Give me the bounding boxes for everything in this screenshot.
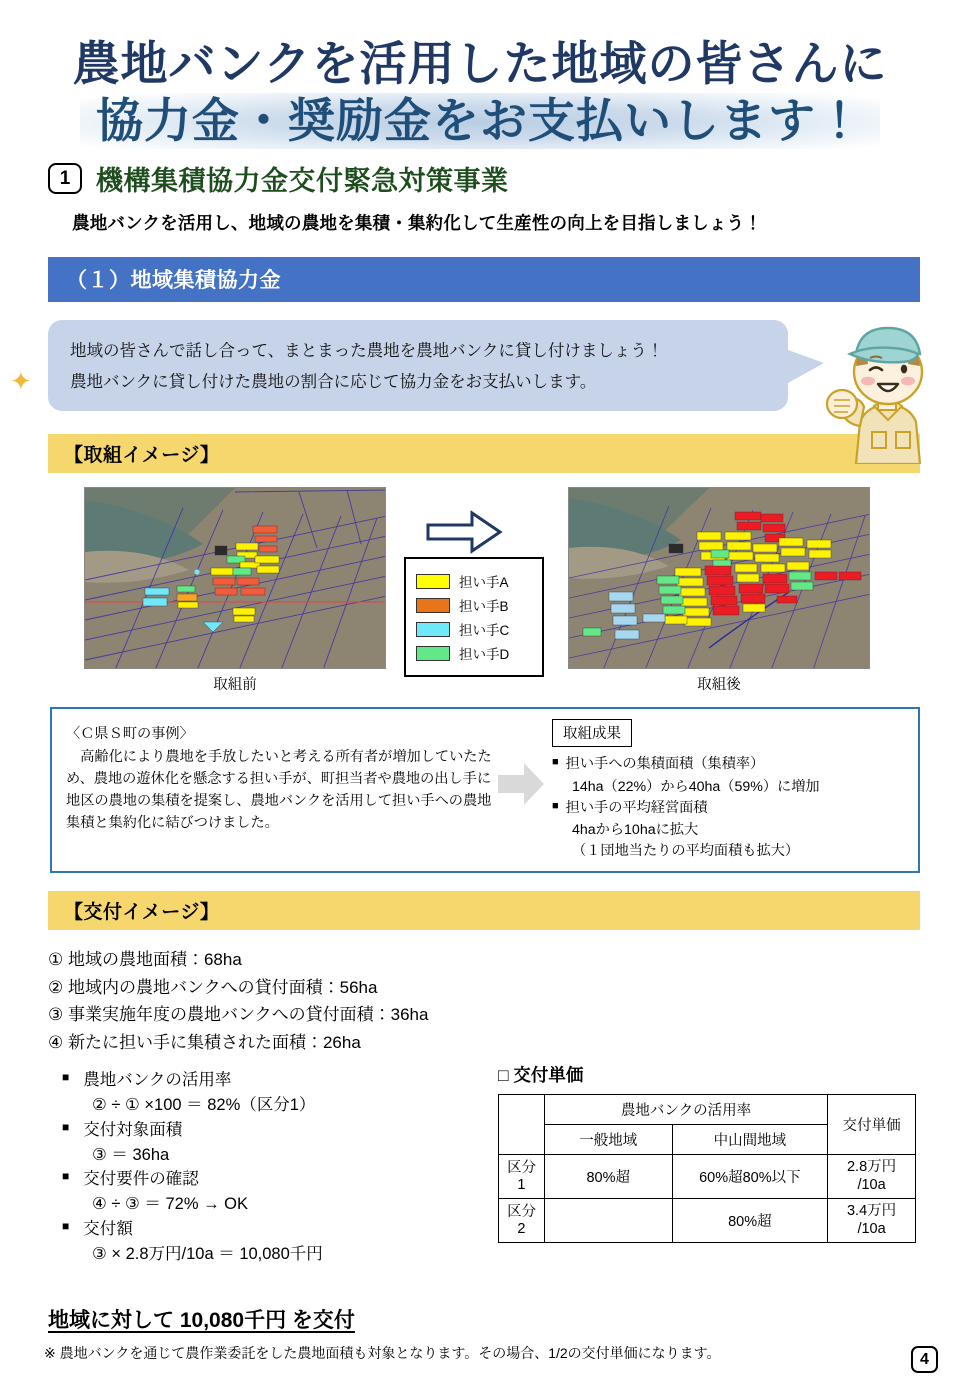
calc-head: 交付要件の確認 [83, 1170, 199, 1189]
result-sub: 14ha（22%）から40ha（59%）に増加 [572, 778, 820, 795]
kubun-word: 区分 [506, 1160, 536, 1177]
header-hilly-area: 中山間地域 [672, 1125, 828, 1155]
calc-sub: ③ × 2.8万円/10a ＝ 10,080千円 [92, 1244, 323, 1263]
result-item [552, 754, 912, 775]
title-line-2-wrapper [0, 93, 960, 150]
cell-unit-1 [828, 1155, 916, 1199]
cell-general-1: 80%超 [544, 1155, 672, 1199]
header-group-utilization: 農地バンクの活用率 [544, 1095, 827, 1125]
unit-per: /10a [857, 1176, 886, 1193]
grant-item: ③ 事業実施年度の農地バンクへの貸付面積：36ha [48, 1005, 429, 1025]
legend-item [416, 595, 536, 615]
grant-item: ④ 新たに担い手に集積された面積：26ha [48, 1032, 361, 1052]
bullet-square-icon: ■ [62, 1218, 70, 1233]
calc-head: 交付対象面積 [83, 1120, 183, 1139]
result-head: 担い手への集積面積（集積率） [565, 756, 765, 773]
result-sub: 4haから10haに拡大 [572, 822, 699, 839]
calc-head: 交付額 [83, 1219, 133, 1238]
legend-label-c: 担い手C [459, 623, 510, 639]
table-row [499, 1155, 916, 1199]
conclusion-text: 地域に対して 10,080千円 を交付 [48, 1309, 355, 1333]
speech-bubble [48, 320, 788, 411]
calc-head: 農地バンクの活用率 [83, 1071, 232, 1090]
kubun-word: 区分 [506, 1203, 536, 1220]
grant-item: ① 地域の農地面積：68ha [48, 950, 242, 970]
map-before-image [84, 487, 386, 669]
legend-item [416, 619, 536, 639]
page-number-badge: 4 [911, 1346, 938, 1373]
cell-hilly-2: 80%超 [672, 1199, 828, 1243]
bullet-square-icon: ■ [62, 1070, 70, 1085]
farmer-mascot-icon [812, 314, 960, 464]
map-before-caption: 取組前 [213, 677, 257, 694]
legend-item [416, 571, 536, 591]
map-after [568, 487, 870, 694]
calc-sub: ④ ÷ ③ ＝ 72% → OK [92, 1195, 249, 1214]
case-study-box [50, 707, 920, 873]
corner-cell [499, 1095, 545, 1155]
section-title: 機構集積協力金交付緊急対策事業 [96, 166, 509, 197]
title-line-1: 農地バンクを活用した地域の皆さんに [72, 37, 888, 90]
subsection-band: （１）地域集積協力金 [48, 257, 920, 302]
legend-label-d: 担い手D [459, 647, 510, 663]
calc-item [62, 1167, 492, 1192]
table-row [499, 1199, 916, 1243]
page-title [0, 0, 960, 153]
map-after-image [568, 487, 870, 669]
result-arrow-icon [496, 761, 546, 812]
result-tag: 取組成果 [552, 719, 632, 747]
calculation-list [62, 1068, 492, 1266]
bullet-square-icon: ■ [62, 1119, 70, 1134]
result-item [552, 798, 912, 819]
price-table [498, 1094, 916, 1243]
calc-item [62, 1068, 492, 1093]
header-unit-price: 交付単価 [828, 1095, 916, 1155]
result-sub: （１団地当たりの平均面積も拡大） [572, 843, 800, 860]
kubun-num: 1 [517, 1176, 526, 1193]
calc-sub: ② ÷ ① ×100 ＝ 82%（区分1） [92, 1096, 316, 1115]
bullet-square-icon: ■ [552, 799, 559, 812]
case-study-text [66, 723, 498, 834]
legend-swatch-b [416, 598, 450, 613]
kubun-num: 2 [517, 1220, 526, 1237]
effort-image-band: 【取組イメージ】 [48, 434, 920, 473]
map-after-caption: 取組後 [697, 677, 741, 694]
map-legend [404, 557, 544, 677]
bubble-row [0, 320, 960, 428]
maps-section [0, 487, 960, 697]
transition-arrow-icon [424, 509, 504, 560]
title-line-2: 協力金・奨励金をお支払いします！ [80, 93, 880, 150]
bullet-square-icon: ■ [62, 1169, 70, 1184]
map-before [84, 487, 386, 694]
bullet-square-icon: ■ [552, 756, 559, 769]
row-label-kubun-2 [499, 1199, 545, 1243]
legend-swatch-c [416, 622, 450, 637]
case-study-title: 〈Ｃ県Ｓ町の事例〉 [66, 726, 194, 743]
legend-item [416, 643, 536, 663]
section-header [0, 153, 960, 198]
table-header-row [499, 1095, 916, 1125]
legend-label-a: 担い手A [459, 575, 509, 591]
footnote: ※ 農地バンクを通じて農作業委託をした農地面積も対象となります。その場合、1/2の交付単価になります。 [44, 1345, 721, 1361]
legend-swatch-d [416, 646, 450, 661]
bubble-line-2: 農地バンクに貸し付けた農地の割合に応じて協力金をお支払いします。 [70, 372, 597, 391]
price-table-section [498, 1062, 916, 1243]
unit-amount: 2.8万円 [846, 1159, 897, 1176]
header-general-area: 一般地域 [544, 1125, 672, 1155]
case-study-body: 高齢化により農地を手放したいと考える所有者が増加していたため、農地の遊休化を懸念する担い手が、町担当者や農地の出し手に地区の農地の集積を提案し、農地バンクを活用して担い手への農地集積と集約化に結びつけました。 [66, 749, 492, 832]
price-table-title: □ 交付単価 [498, 1065, 584, 1086]
case-result [552, 719, 912, 862]
cell-hilly-1: 60%超80%以下 [672, 1155, 828, 1199]
calc-sub: ③ ＝ 36ha [92, 1145, 170, 1164]
cell-unit-2 [828, 1199, 916, 1243]
sparkle-icon: ✦ [10, 366, 32, 397]
unit-per: /10a [857, 1220, 886, 1237]
calc-item [62, 1118, 492, 1143]
result-head: 担い手の平均経営面積 [565, 799, 708, 816]
result-list [552, 754, 912, 862]
calc-item [62, 1217, 492, 1242]
section-number-badge: 1 [48, 163, 82, 194]
cell-general-2-not-applicable [544, 1199, 672, 1243]
grant-item: ② 地域内の農地バンクへの貸付面積：56ha [48, 977, 378, 997]
row-label-kubun-1 [499, 1155, 545, 1199]
grant-image-band: 【交付イメージ】 [48, 891, 920, 930]
bubble-line-1: 地域の皆さんで話し合って、まとまった農地を農地バンクに貸し付けましょう！ [70, 342, 664, 361]
unit-amount: 3.4万円 [846, 1203, 897, 1220]
section-subtitle: 農地バンクを活用し、地域の農地を集積・集約化して生産性の向上を目指しましょう！ [72, 213, 762, 234]
legend-label-b: 担い手B [459, 599, 509, 615]
legend-swatch-a [416, 574, 450, 589]
grant-items-list [48, 946, 960, 1056]
calculation-and-price [0, 1065, 960, 1298]
